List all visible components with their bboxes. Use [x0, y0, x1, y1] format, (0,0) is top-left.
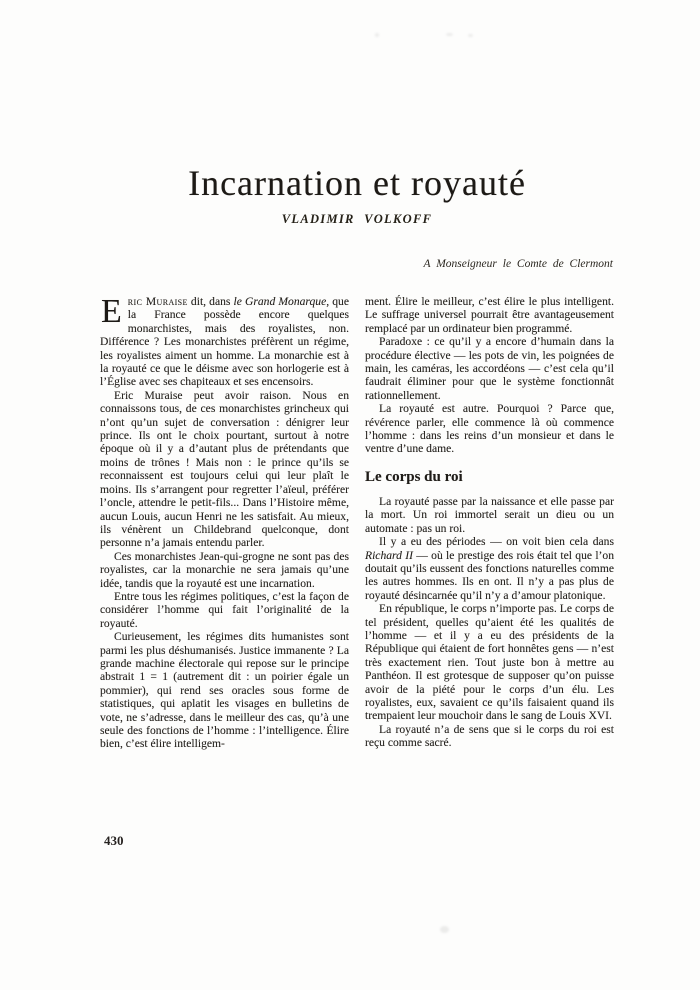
- paragraph: [365, 535, 614, 602]
- dropcap-letter: E: [101, 293, 122, 330]
- text-segment: Richard II: [365, 548, 413, 562]
- dedication-line: A Monseigneur le Comte de Clermont: [423, 258, 613, 270]
- paragraph: [100, 630, 349, 751]
- text-segment: La royauté n’a de sens que si le corps du roi est reçu comme sacré.: [365, 722, 614, 750]
- text-segment: , que la France possède encore quelques monarchistes, mais des royalistes, non. Différence ? Les monarchistes préfèrent un régime, les royalistes aiment un homme. La monarchie est à la royauté ce que le déisme avec son horlogerie est à l’Église avec ses chapiteaux et ses encensoirs.: [100, 295, 349, 389]
- paragraph: [365, 495, 614, 535]
- paragraph: [100, 550, 349, 590]
- author-name: VLADIMIR VOLKOFF: [281, 212, 433, 226]
- text-segment: Curieusement, les régimes dits humanistes sont parmi les plus déshumanisés. Justice immanente ? La grande machine électorale qui repose sur le principe abstrait 1 = 1 (autrement dit : un poirier égale un pommier), qui rend ses oracles sous forme de statistiques, qui aplatit les visages en bulletins de vote, ne s’adresse, dans le meilleur des cas, qu’à une seule des fonctions de l’homme : l’intelligence. Élire bien, c’est élire intelligem-: [100, 630, 349, 751]
- text-segment: Il y a eu des périodes — on voit bien cela dans: [379, 535, 614, 549]
- text-segment: La royauté passe par la naissance et elle passe par la mort. Un roi immortel serait un dieu ou un automate : pas un roi.: [365, 494, 614, 535]
- column-left: [100, 295, 349, 751]
- text-segment: le Grand Monarque: [233, 295, 327, 308]
- scan-speck: [375, 33, 379, 37]
- text-segment: Eric Muraise peut avoir raison. Nous en connaissons tous, de ces monarchistes grincheux qui n’ont qu’un sujet de conversation : dénigrer leur prince. Ils ont le choix pourtant, surtout à notre époque où il y a d’autant plus de prétendants que moins de trônes ! Mais non : le prince qu’ils se reconnaissent est toujours celui qui leur plaît le moins. Ils s’arrangent pour regretter l’aïeul, préférer l’oncle, attendre le petit-fils... Dans l’Histoire même, aucun Louis, aucun Henri ne les satisfait. Au mieux, ils vénèrent un Childebrand quelconque, dont personne n’a jamais entendu parler.: [100, 388, 349, 550]
- section-heading: Le corps du roi: [365, 468, 463, 485]
- column-right: [365, 295, 614, 751]
- two-column-text-block: [100, 295, 614, 751]
- paragraph: [365, 295, 614, 335]
- paragraph: [100, 389, 349, 550]
- text-segment: La royauté est autre. Pourquoi ? Parce que, révérence parler, elle commence là où commence l’homme : dans les reins d’un monsieur et dans le ventre d’une dame.: [365, 402, 614, 456]
- paragraph: [365, 723, 614, 750]
- paragraph: [100, 590, 349, 630]
- text-segment: En république, le corps n’importe pas. Le corps de tel président, quelles qu’aient été les qualités de l’homme — et il y a eu des présidents de la République qui étaient de fort honnêtes gens — n’est très exactement rien. Tout juste bon à mettre au Panthéon. Il est grotesque de supposer qu’on puisse avoir de la piété pour le corps d’un élu. Les royalistes, eux, savaient ce qu’ils faisaient quand ils trempaient leur mouchoir dans le sang de Louis XVI.: [365, 602, 614, 723]
- text-segment: Entre tous les régimes politiques, c’est la façon de considérer l’homme qui fait l’originalité de la royauté.: [100, 589, 349, 630]
- text-segment: ment. Élire le meilleur, c’est élire le plus intelligent. Le suffrage universel pourrait être avantageusement remplacé par un ordinateur bien programmé.: [365, 295, 614, 335]
- paragraph: [365, 402, 614, 456]
- scan-speck: [440, 926, 449, 933]
- paragraph: [365, 335, 614, 402]
- text-segment: — où le prestige des rois était tel que l’on doutait qu’ils eussent des fonctions naturelles comme les autres hommes. Ils en ont. Il n’y a pas plus de royauté désincarnée qu’il n’y a d’amour platonique.: [365, 548, 615, 602]
- text-segment: dit, dans: [187, 295, 234, 308]
- paragraph: [365, 602, 614, 723]
- text-segment: Ces monarchistes Jean-qui-grogne ne sont pas des royalistes, car la monarchie ne sera jamais qu’une idée, tandis que la royauté est une incarnation.: [100, 549, 349, 590]
- scan-speck: [446, 33, 453, 36]
- scan-speck: [468, 34, 473, 37]
- text-segment: ric Muraise: [127, 295, 188, 308]
- text-segment: Paradoxe : ce qu’il y a encore d’humain dans la procédure élective — les pots de vin, les poignées de main, les caméras, les accordéons — c’est cela qu’il faudrait éliminer pour que le système fonctionnât rationnellement.: [365, 335, 614, 402]
- page-number: 430: [104, 833, 124, 848]
- paragraph: [100, 295, 349, 389]
- article-title: Incarnation et royauté: [188, 163, 526, 204]
